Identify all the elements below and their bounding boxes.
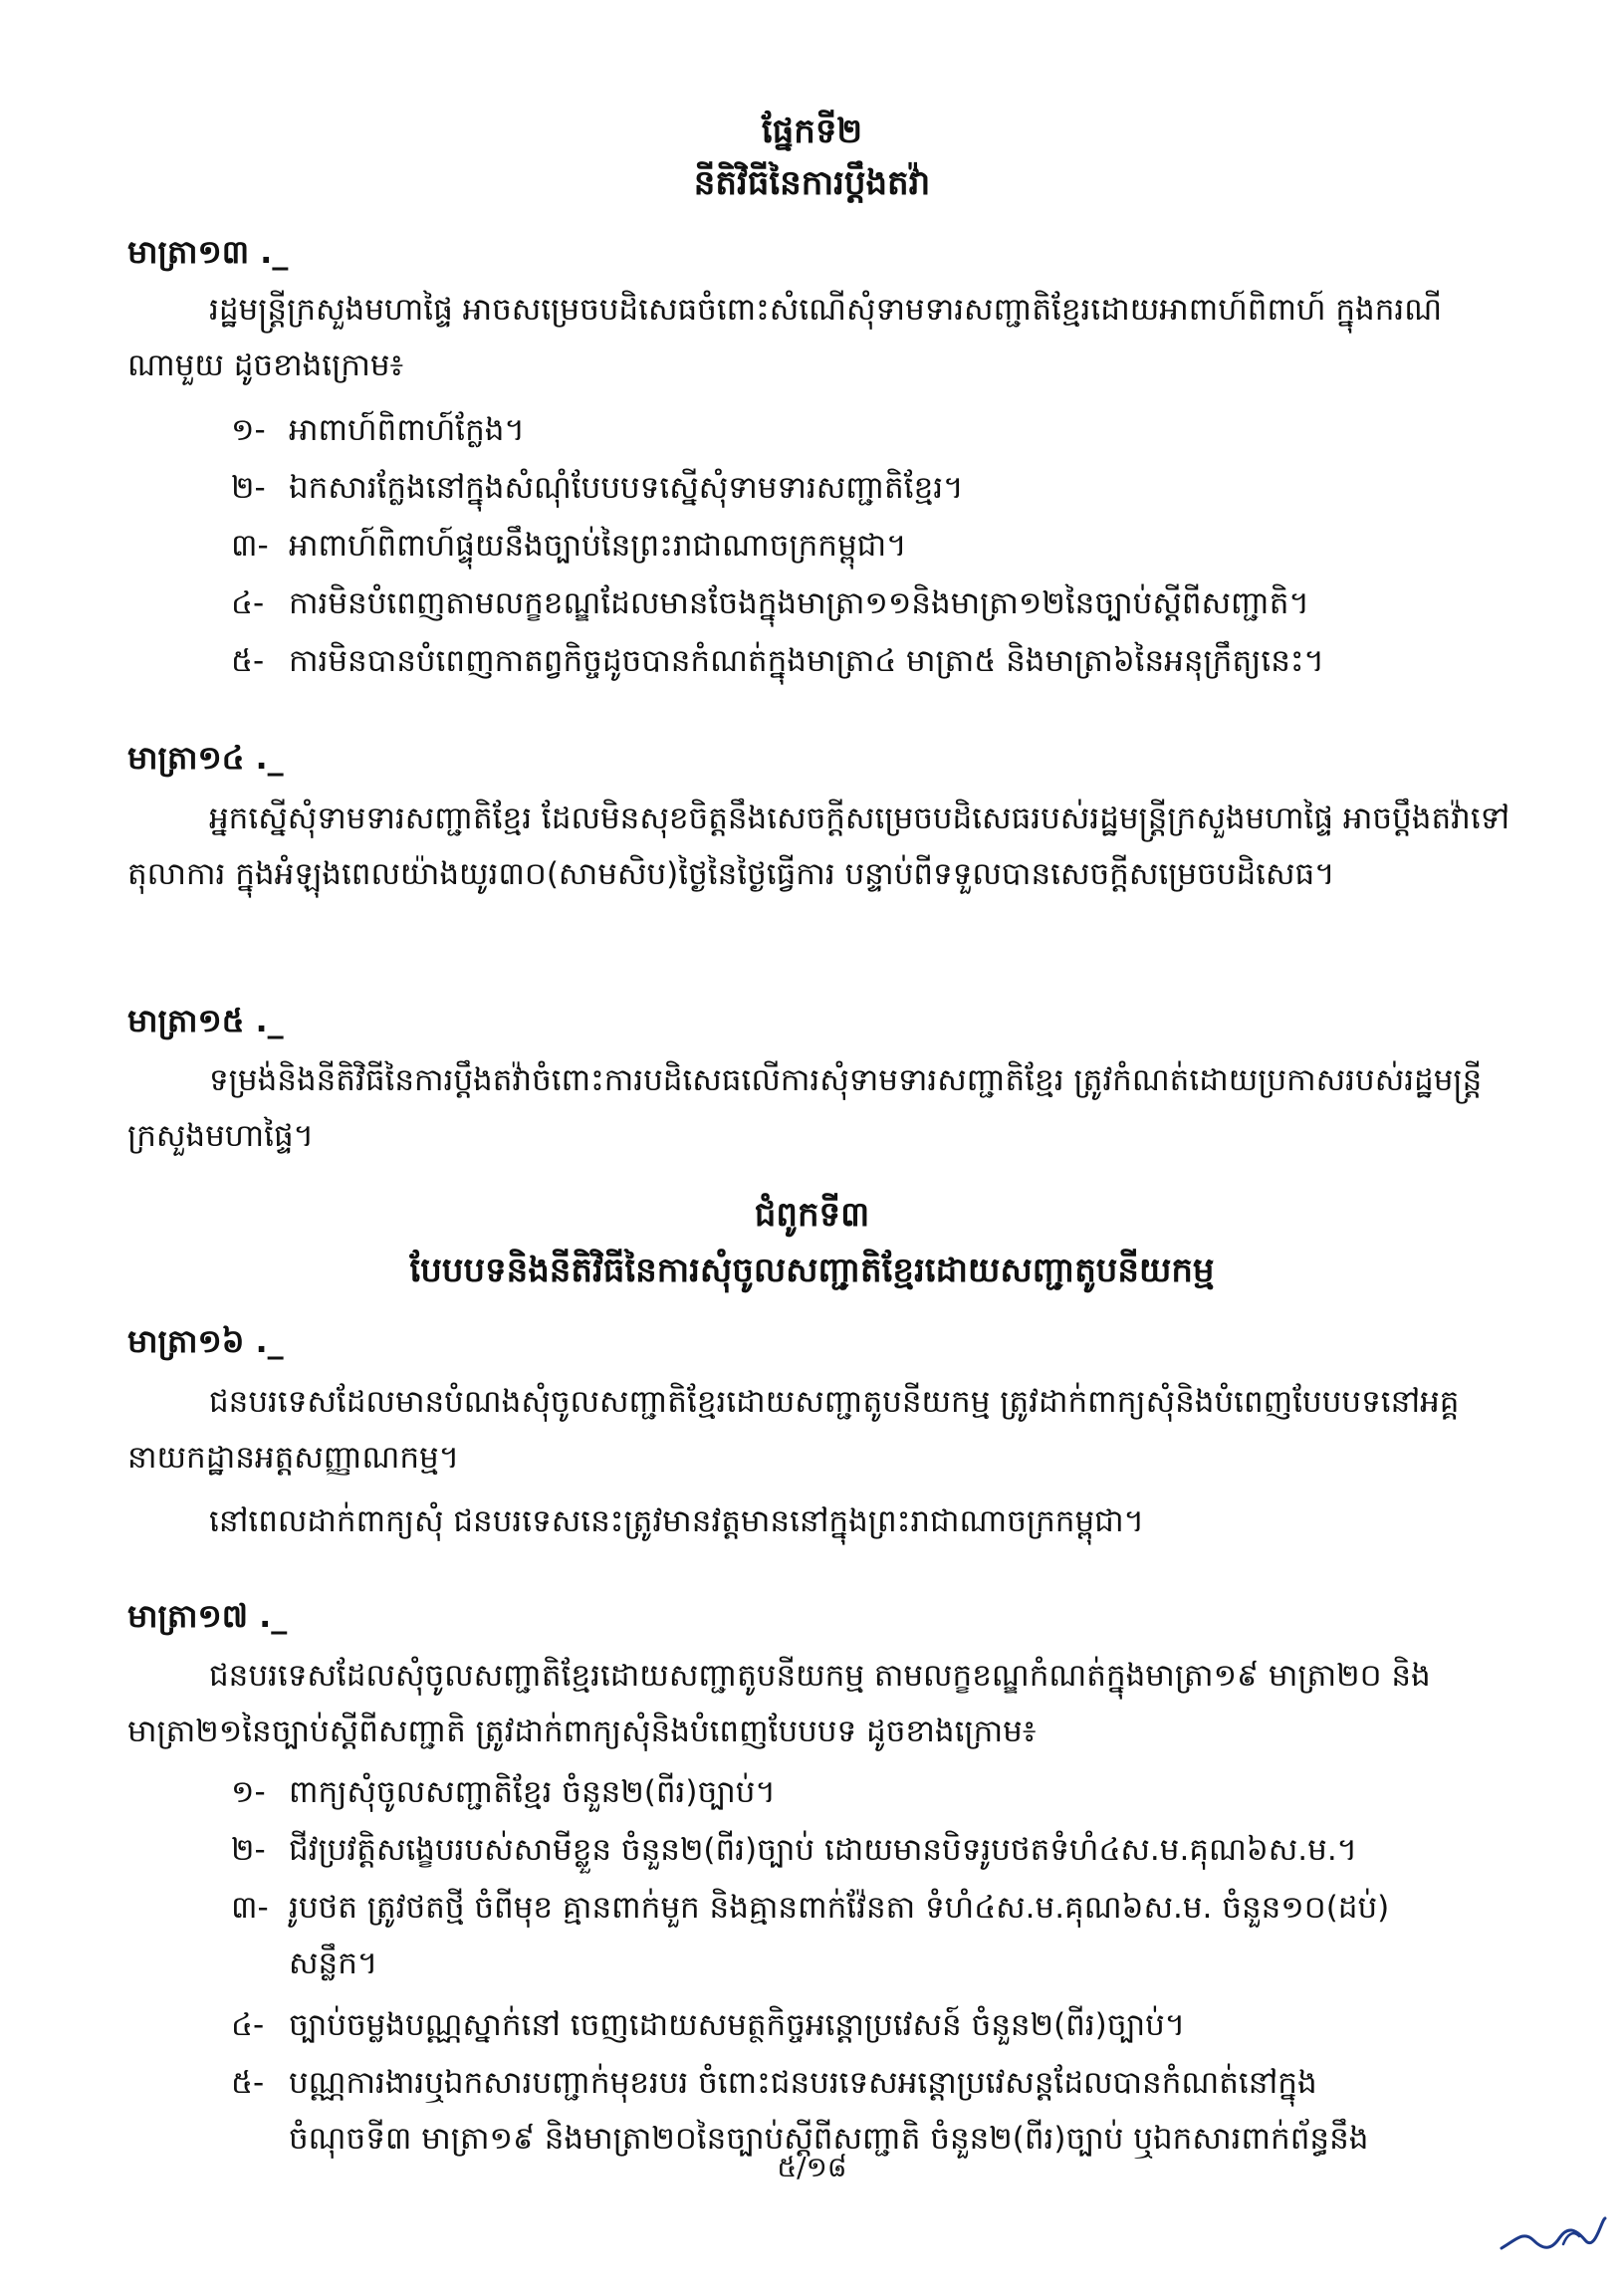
- item-text: ច្បាប់ចម្លងបណ្ណស្នាក់នៅ ចេញដោយសមត្ថកិច្ចអន្តោប្រវេសន៍ ចំនួន២(ពីរ)ច្បាប់។: [289, 2007, 1186, 2043]
- item-text: បណ្ណការងារឬឯកសារបញ្ជាក់មុខរបរ ចំពោះជនបរទេសអន្តោប្រវេសន្តដែលបានកំណត់នៅក្នុង: [289, 2065, 1317, 2101]
- item-number: ៣-: [231, 1890, 269, 1926]
- part-title: ផ្នែកទី២: [761, 112, 863, 151]
- list-item: [231, 575, 1515, 631]
- item-text: ពាក្យសុំចូលសញ្ជាតិខ្មែរ ចំនួន២(ពីរ)ច្បាប់។: [289, 1774, 776, 1810]
- item-number: ៥-: [231, 2065, 265, 2101]
- list-item: [231, 518, 1515, 573]
- list-item: [231, 460, 1515, 516]
- article-14-text: អ្នកស្នើសុំទាមទារសញ្ជាតិខ្មែរ ដែលមិនសុខចិត្តនឹងសេចក្ដីសម្រេចបដិសេធរបស់រដ្ឋមន្ត្រីក្រសួងមហាផ្ទៃ អាចប្ដឹងតវ៉ាទៅតុលាការ ក្នុងអំឡុងពេលយ៉ាងយូរ៣០(សាមសិប)ថ្ងៃនៃថ្ងៃធ្វើការ បន្ទាប់ពីទទួលបានសេចក្ដីសម្រេចបដិសេធ។: [127, 801, 1510, 892]
- item-text-continued: ចំណុចទី៣ មាត្រា១៩ និងមាត្រា២០នៃច្បាប់ស្ដីពីសញ្ជាតិ ចំនួន២(ពីរ)ច្បាប់ ឬឯកសារពាក់ព័ន្ធនឹង: [289, 2121, 1369, 2157]
- item-number: ៤-: [231, 585, 265, 621]
- page-number: ៥/១៨: [777, 2151, 847, 2183]
- item-number: ៤-: [231, 2007, 265, 2043]
- item-text: ការមិនបានបំពេញកាតព្វកិច្ចដូចបានកំណត់ក្នុងមាត្រា៤ មាត្រា៥ និងមាត្រា៦នៃអនុក្រឹត្យនេះ។: [289, 643, 1324, 679]
- signature-mark: [1494, 2200, 1613, 2270]
- item-text: ឯកសារក្លែងនៅក្នុងសំណុំបែបបទស្នើសុំទាមទារសញ្ជាតិខ្មែរ។: [289, 470, 964, 506]
- item-text: អាពាហ៍ពិពាហ៍ក្លែង។: [289, 412, 525, 448]
- article-13-heading: មាត្រា១៣ ._: [127, 233, 289, 271]
- chapter-title: ជំពូកទី៣: [754, 1195, 870, 1235]
- list-item: [231, 1997, 1515, 2053]
- list-item: [231, 633, 1515, 689]
- article-17-intro: ជនបរទេសដែលសុំចូលសញ្ជាតិខ្មែរដោយសញ្ជាតូបនីយកម្ម តាមលក្ខខណ្ឌកំណត់ក្នុងមាត្រា១៩ មាត្រា២០ និងមាត្រា២១នៃច្បាប់ស្ដីពីសញ្ជាតិ ត្រូវដាក់ពាក្យសុំនិងបំពេញបែបបទ ដូចខាងក្រោម៖: [127, 1658, 1431, 1749]
- article-13-intro: រដ្ឋមន្ត្រីក្រសួងមហាផ្ទៃ អាចសម្រេចបដិសេធចំពោះសំណើសុំទាមទារសញ្ជាតិខ្មែរដោយអាពាហ៍ពិពាហ៍ ក្នុងករណីណាមួយ ដូចខាងក្រោម៖: [127, 292, 1443, 383]
- item-number: ១-: [231, 1774, 266, 1810]
- article-17-heading: មាត្រា១៧ ._: [127, 1597, 288, 1635]
- list-item: [231, 1822, 1515, 1878]
- list-item: [231, 1880, 1515, 1991]
- item-text-continued: សន្លឹក។: [289, 1946, 378, 1981]
- item-text: អាពាហ៍ពិពាហ៍ផ្ទុយនឹងច្បាប់នៃព្រះរាជាណាចក្រកម្ពុជា។: [289, 528, 907, 564]
- item-number: ១-: [231, 412, 266, 448]
- item-number: ៥-: [231, 643, 265, 679]
- item-text: ការមិនបំពេញតាមលក្ខខណ្ឌដែលមានចែងក្នុងមាត្រា១១និងមាត្រា១២នៃច្បាប់ស្ដីពីសញ្ជាតិ។: [289, 585, 1309, 621]
- item-number: ២-: [231, 470, 266, 506]
- article-15-text: ទម្រង់និងនីតិវិធីនៃការប្ដឹងតវ៉ាចំពោះការបដិសេធលើការសុំទាមទារសញ្ជាតិខ្មែរ ត្រូវកំណត់ដោយប្រកាសរបស់រដ្ឋមន្ត្រីក្រសួងមហាផ្ទៃ។: [127, 1062, 1483, 1154]
- article-16-paragraph-1: ជនបរទេសដែលមានបំណងសុំចូលសញ្ជាតិខ្មែរដោយសញ្ជាតូបនីយកម្ម ត្រូវដាក់ពាក្យសុំនិងបំពេញបែបបទនៅអគ្គនាយកដ្ឋានអត្តសញ្ញាណកម្ម។: [127, 1384, 1460, 1476]
- item-text: ជីវប្រវត្តិសង្ខេបរបស់សាមីខ្លួន ចំនួន២(ពីរ)ច្បាប់ ដោយមានបិទរូបថតទំហំ៤ស.ម.គុណ៦ស.ម.។: [289, 1832, 1358, 1868]
- article-15-heading: មាត្រា១៥ ._: [127, 1002, 284, 1039]
- list-item: [231, 1764, 1515, 1820]
- list-item: [231, 402, 1515, 458]
- item-number: ៣-: [231, 528, 269, 564]
- article-16-paragraph-2: នៅពេលដាក់ពាក្យសុំ ជនបរទេសនេះត្រូវមានវត្តមាននៅក្នុងព្រះរាជាណាចក្រកម្ពុជា។: [209, 1503, 1145, 1539]
- chapter-subtitle: បែបបទនិងនីតិវិធីនៃការសុំចូលសញ្ជាតិខ្មែរដោយសញ្ជាតូបនីយកម្ម: [409, 1251, 1215, 1290]
- article-14-heading: មាត្រា១៤ ._: [127, 739, 284, 777]
- item-text: រូបថត ត្រូវថតថ្មី ចំពីមុខ គ្មានពាក់មួក និងគ្មានពាក់វ៉ែនតា ទំហំ៤ស.ម.គុណ៦ស.ម. ចំនួន១០(ដប់): [289, 1890, 1390, 1926]
- article-16-heading: មាត្រា១៦ ._: [127, 1322, 284, 1360]
- item-number: ២-: [231, 1832, 266, 1868]
- part-subtitle: នីតិវិធីនៃការប្ដឹងតវ៉ា: [693, 163, 931, 203]
